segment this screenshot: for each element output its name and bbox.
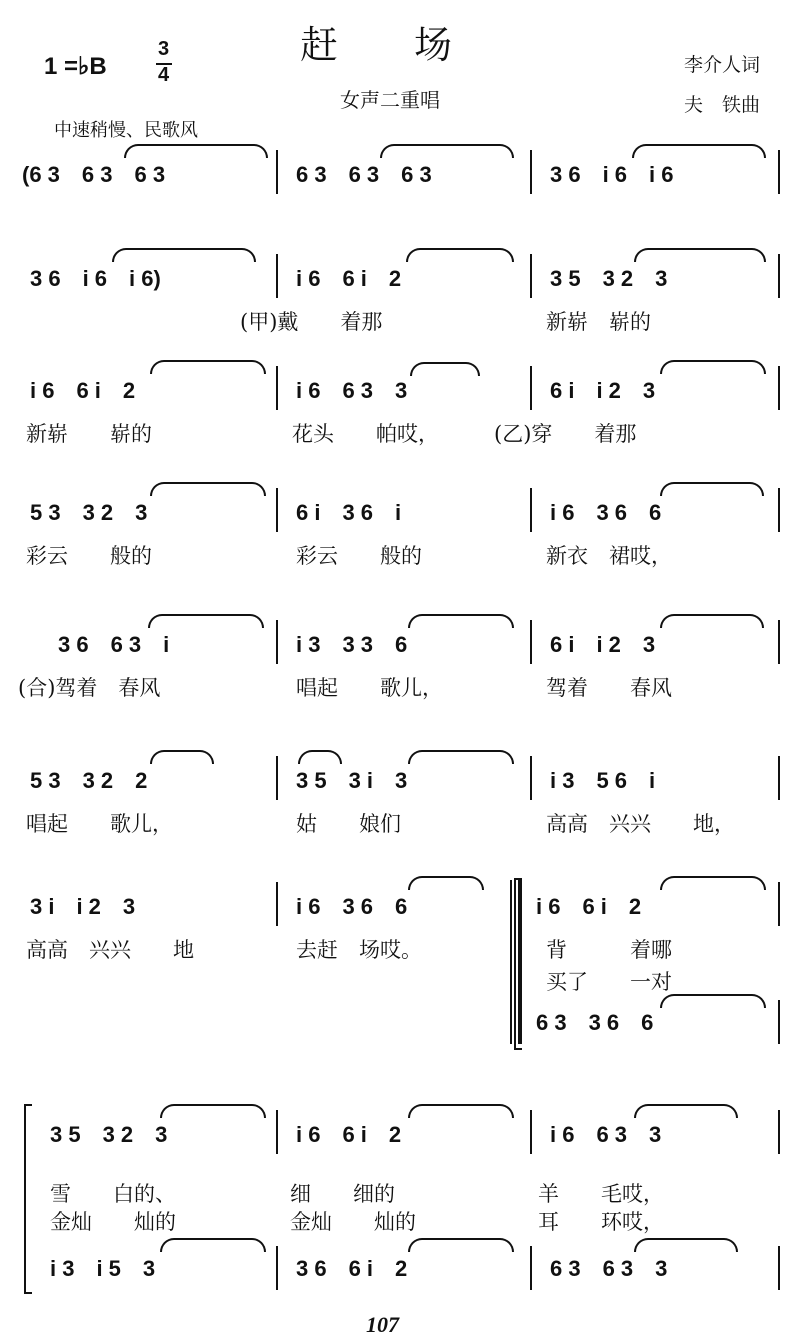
slur [410,362,480,376]
barline [276,150,278,194]
measure-2: 6 3 6 3 6 3 [296,162,432,187]
barline [276,620,278,664]
barline [778,1246,780,1290]
slur [150,482,266,496]
measure-3: 3 6 i 6 i 6 [550,162,674,187]
tempo-marking: 中速稍慢、民歌风 [54,120,198,141]
lyric-line: 驾着 春风 [546,676,672,700]
barline [530,1246,532,1290]
barline [778,150,780,194]
measure-3-upper: i 6 6 i 2 [536,894,642,919]
measure-3: 6 i i 2 3 [550,378,656,403]
lyric-line: 新崭 崭的 [26,422,152,446]
lyric-line-second-verse: 耳 环哎， [538,1210,664,1234]
measure-1: 5 3 3 2 3 [30,500,148,525]
barline [276,1110,278,1154]
slur [406,248,514,262]
time-signature-top: 3 [158,38,170,60]
slur [408,750,514,764]
lyricist-credit: 李介人词 [684,54,761,76]
slur [148,614,264,628]
measure-2: i 3 3 3 6 [296,632,408,657]
lyric-line: 唱起 歌儿， [296,676,443,700]
measure-3: i 3 5 6 i [550,768,656,793]
lyric-line: 羊 毛哎， [538,1182,664,1206]
barline [778,620,780,664]
measure-1: 3 6 i 6 i 6) [30,266,161,291]
slur [660,876,766,890]
composer-credit: 夫 铁曲 [684,94,761,116]
lyric-line-second-verse: 金灿 灿的 [290,1210,416,1234]
lyric-line-second-verse: 金灿 灿的 [50,1210,176,1234]
lyric-line: 雪 白的、 [50,1182,176,1206]
barline [530,150,532,194]
lyric-line: 彩云 般的 [26,544,152,568]
barline [778,366,780,410]
barline [276,1246,278,1290]
lyric-line: 唱起 歌儿， [26,812,173,836]
barline [778,488,780,532]
measure-1: 5 3 3 2 2 [30,768,148,793]
slur [634,248,766,262]
barline [530,620,532,664]
slur [660,360,766,374]
measure-1: (6 3 6 3 6 3 [22,162,166,187]
voice-bracket [24,1104,32,1294]
measure-2: 6 i 3 6 i [296,500,402,525]
barline [530,254,532,298]
measure-1: i 6 6 i 2 [30,378,136,403]
lyric-line: 背 着哪 [546,938,672,962]
lyric-line: 细 细的 [290,1182,395,1206]
slur [380,144,514,158]
lyric-line: (甲)戴 着那 [240,310,383,334]
measure-3: 6 i i 2 3 [550,632,656,657]
lyric-line: 去赶 场哎。 [296,938,422,962]
measure-2: 3 5 3 i 3 [296,768,408,793]
barline [530,366,532,410]
measure-2: i 6 3 6 6 [296,894,408,919]
slur [408,1104,514,1118]
lyric-line: (合)驾着 春风 [18,676,161,700]
measure-3: 3 5 3 2 3 [550,266,668,291]
measure-3: i 6 3 6 6 [550,500,662,525]
barline [276,366,278,410]
slur [408,876,484,890]
barline [778,1110,780,1154]
lyric-line: 花头 帕哎， [292,422,439,446]
barline [530,1110,532,1154]
barline [276,882,278,926]
measure-1-upper: 3 5 3 2 3 [50,1122,168,1147]
slur [298,750,342,764]
lyric-line: 新崭 崭的 [546,310,651,334]
barline [530,488,532,532]
measure-1: 3 i i 2 3 [30,894,136,919]
barline [778,756,780,800]
page-number: 107 [366,1312,399,1337]
lyric-line-second-verse: 买了 一对 [546,970,672,994]
song-title: 赶 场 [300,23,453,67]
barline [778,882,780,926]
measure-2: i 6 6 i 2 [296,266,402,291]
measure-1: 3 6 6 3 i [58,632,170,657]
slur [660,994,766,1008]
slur [634,1238,738,1252]
lyric-line: 高高 兴兴 地， [546,812,735,836]
barline [778,254,780,298]
barline [276,488,278,532]
voice-bracket [514,878,522,1050]
barline [276,254,278,298]
slur [634,1104,738,1118]
key-signature: 1 =♭B [44,53,107,80]
slur [660,614,764,628]
slur [150,360,266,374]
measure-1-lower: i 3 i 5 3 [50,1256,156,1281]
slur [160,1104,266,1118]
slur [408,1238,514,1252]
measure-2-upper: i 6 6 i 2 [296,1122,402,1147]
repeat-barline [510,880,512,1044]
slur [112,248,256,262]
measure-2: i 6 6 3 3 [296,378,408,403]
measure-3-upper: i 6 6 3 3 [550,1122,662,1147]
slur [660,482,764,496]
time-signature-bottom: 4 [158,64,170,86]
barline [778,1000,780,1044]
lyric-line: 新衣 裙哎， [546,544,672,568]
slur [150,750,214,764]
lyric-line: 姑 娘们 [296,812,401,836]
lyric-line: 彩云 般的 [296,544,422,568]
measure-2-lower: 3 6 6 i 2 [296,1256,408,1281]
measure-3-lower: 6 3 6 3 3 [550,1256,668,1281]
slur [632,144,766,158]
slur [124,144,268,158]
barline [530,756,532,800]
song-subtitle: 女声二重唱 [340,88,440,112]
slur [160,1238,266,1252]
lyric-line: 高高 兴兴 地 [26,938,194,962]
barline [276,756,278,800]
measure-3-lower: 6 3 3 6 6 [536,1010,654,1035]
slur [408,614,514,628]
lyric-line: (乙)穿 着那 [494,422,637,446]
